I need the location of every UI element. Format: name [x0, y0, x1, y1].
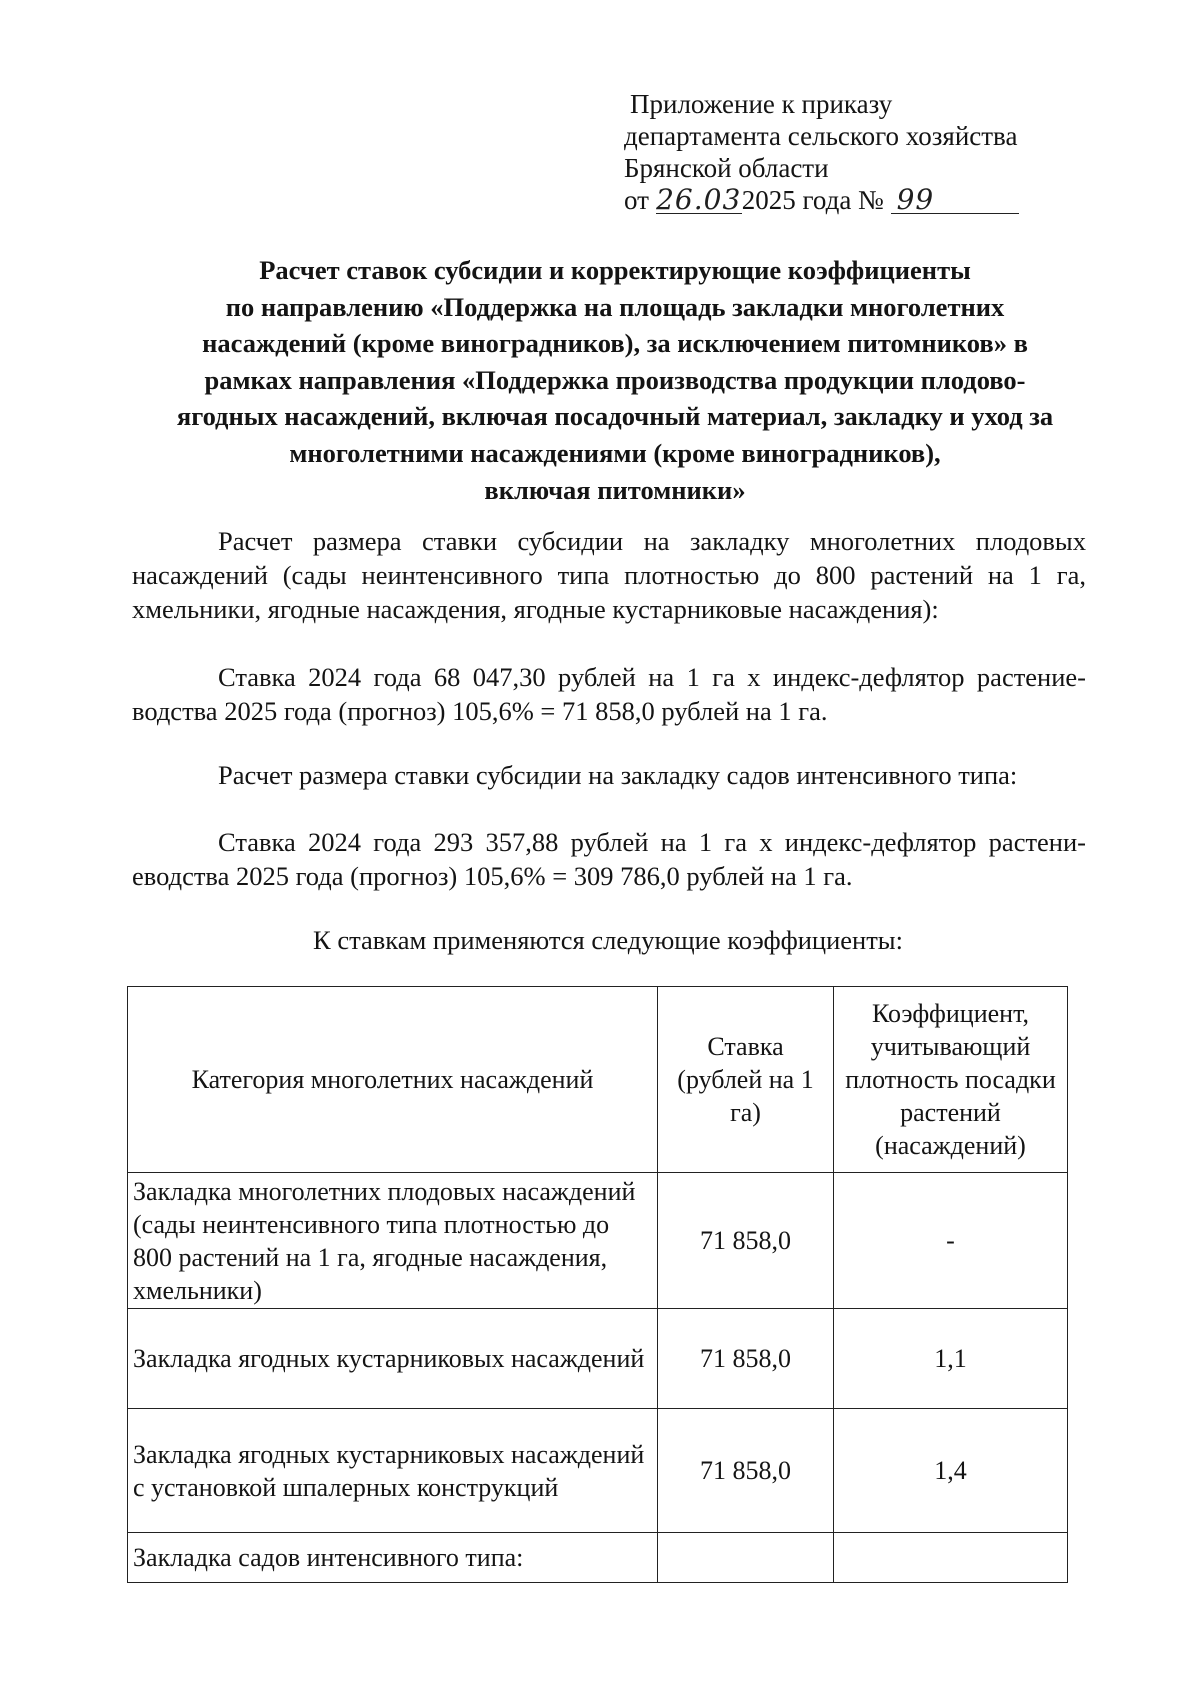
header-category: Категория многолетних насаждений [128, 987, 658, 1173]
header-rate: Ставка (рублей на 1 га) [658, 987, 834, 1173]
title-line-2: по направлению «Поддержка на площадь закладки многолетних [225, 291, 1005, 322]
order-date-handwritten: 26.03 [656, 183, 742, 216]
order-year-text: 2025 года № [741, 185, 884, 215]
row-category: Закладка многолетних плодовых насаждений (сады неинтенсивного типа плотностью до 800 растений на 1 га, ягодные насаждения, хмельники) [128, 1173, 658, 1309]
table-row [128, 1409, 1068, 1533]
order-number-blank [891, 183, 1019, 216]
row-category: Закладка ягодных кустарниковых насаждений с установкой шпалерных конструкций [128, 1409, 658, 1533]
coefficients-intro: К ставкам применяются следующие коэффициенты: [313, 925, 903, 955]
order-number-handwritten: 99 [896, 183, 935, 216]
title-line-4: рамках направления «Поддержка производства продукции плодово- [204, 364, 1026, 395]
from-prefix: от [624, 185, 649, 215]
table-row [128, 1533, 1068, 1583]
row-category: Закладка ягодных кустарниковых насаждений [128, 1309, 658, 1409]
row-rate [658, 1533, 834, 1583]
row-rate: 71 858,0 [658, 1173, 834, 1309]
paragraph-rate-calculation-nonintensive: Расчет размера ставки субсидии на закладку многолетних плодовых насаждений (сады неинтенсивного типа плотностью до 800 растений на 1 га, хмельники, ягодные насаждения, ягодные кустарниковые насаждения): [132, 526, 1086, 624]
paragraph-rate-formula-intensive: Ставка 2024 года 293 357,88 рублей на 1 га х индекс-дефлятор растени-еводства 2025 года (прогноз) 105,6% = 309 786,0 рублей на 1 га. [132, 827, 1086, 891]
table-row [128, 1309, 1068, 1409]
row-category: Закладка садов интенсивного типа: [128, 1533, 658, 1583]
table-header-row [128, 987, 1068, 1173]
row-coefficient: 1,1 [834, 1309, 1068, 1409]
document-title [140, 252, 1090, 508]
appendix-line-2: департамента сельского хозяйства [624, 121, 1018, 151]
appendix-line-1: Приложение к приказу [630, 89, 893, 119]
title-line-5: ягодных насаждений, включая посадочный материал, закладку и уход за [176, 401, 1054, 432]
appendix-order-line [624, 184, 1019, 216]
title-line-3: насаждений (кроме виноградников), за исключением питомников» в [202, 328, 1028, 359]
appendix-header [624, 88, 1019, 216]
title-line-1: Расчет ставок субсидии и корректирующие коэффициенты [259, 255, 971, 285]
title-line-7: включая питомники» [484, 474, 746, 505]
title-line-6: многолетними насаждениями (кроме виноградников), [289, 437, 941, 468]
table-row [128, 1173, 1068, 1309]
paragraph-rate-calculation-intensive: Расчет размера ставки субсидии на закладку садов интенсивного типа: [218, 760, 1018, 790]
coefficients-table [127, 986, 1068, 1583]
header-coefficient: Коэффициент, учитывающий плотность посадки растений (насаждений) [834, 987, 1068, 1173]
paragraph-rate-formula-nonintensive: Ставка 2024 года 68 047,30 рублей на 1 га х индекс-дефлятор растение-водства 2025 года (прогноз) 105,6% = 71 858,0 рублей на 1 га. [132, 662, 1086, 726]
appendix-line-3: Брянской области [624, 153, 829, 183]
row-rate: 71 858,0 [658, 1309, 834, 1409]
row-rate: 71 858,0 [658, 1409, 834, 1533]
row-coefficient [834, 1533, 1068, 1583]
row-coefficient: 1,4 [834, 1409, 1068, 1533]
row-coefficient: - [834, 1173, 1068, 1309]
order-date-blank [656, 183, 742, 216]
